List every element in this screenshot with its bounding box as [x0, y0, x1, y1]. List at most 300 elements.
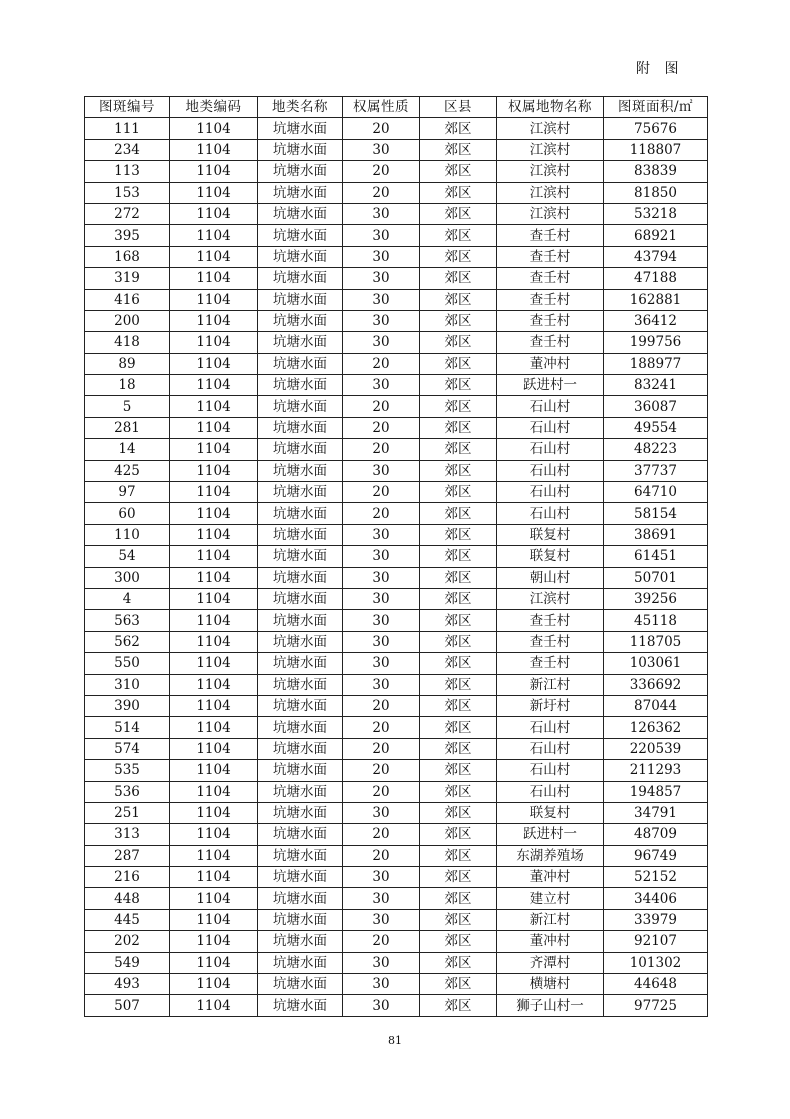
table-cell: 1104: [170, 995, 258, 1016]
page-number: 81: [388, 1034, 402, 1047]
table-cell: 425: [85, 460, 170, 481]
table-cell: 坑塘水面: [258, 310, 343, 331]
table-cell: 20: [343, 931, 420, 952]
table-cell: 30: [343, 524, 420, 545]
table-cell: 20: [343, 738, 420, 759]
column-header: 地类名称: [258, 97, 343, 118]
table-cell: 坑塘水面: [258, 375, 343, 396]
table-cell: 1104: [170, 717, 258, 738]
table-cell: 1104: [170, 139, 258, 160]
table-cell: 47188: [604, 268, 708, 289]
table-cell: 20: [343, 118, 420, 139]
table-row: [85, 439, 708, 460]
table-cell: 联复村: [497, 524, 604, 545]
table-row: [85, 353, 708, 374]
table-row: [85, 482, 708, 503]
table-row: [85, 931, 708, 952]
table-cell: 30: [343, 653, 420, 674]
table-cell: 坑塘水面: [258, 482, 343, 503]
table-cell: 5: [85, 396, 170, 417]
table-cell: 20: [343, 182, 420, 203]
table-cell: 38691: [604, 524, 708, 545]
table-cell: 574: [85, 738, 170, 759]
table-row: [85, 909, 708, 930]
table-cell: 郊区: [420, 118, 497, 139]
table-cell: 1104: [170, 417, 258, 438]
table-cell: 石山村: [497, 503, 604, 524]
table-cell: 新江村: [497, 674, 604, 695]
table-row: [85, 332, 708, 353]
table-cell: 87044: [604, 695, 708, 716]
table-cell: 石山村: [497, 781, 604, 802]
table-cell: 郊区: [420, 717, 497, 738]
table-cell: 30: [343, 909, 420, 930]
table-cell: 坑塘水面: [258, 225, 343, 246]
table-cell: 96749: [604, 845, 708, 866]
table-cell: 石山村: [497, 482, 604, 503]
table-cell: 1104: [170, 845, 258, 866]
table-cell: 跃进村一: [497, 375, 604, 396]
table-cell: 39256: [604, 588, 708, 609]
table-cell: 查壬村: [497, 246, 604, 267]
table-cell: 坑塘水面: [258, 353, 343, 374]
table-cell: 97: [85, 482, 170, 503]
table-cell: 坑塘水面: [258, 396, 343, 417]
table-row: [85, 717, 708, 738]
table-cell: 坑塘水面: [258, 246, 343, 267]
table-cell: 20: [343, 161, 420, 182]
table-row: [85, 118, 708, 139]
table-cell: 1104: [170, 161, 258, 182]
table-cell: 92107: [604, 931, 708, 952]
table-cell: 53218: [604, 203, 708, 224]
table-cell: 查壬村: [497, 631, 604, 652]
table-cell: 坑塘水面: [258, 332, 343, 353]
table-cell: 1104: [170, 375, 258, 396]
table-cell: 郊区: [420, 845, 497, 866]
table-cell: 1104: [170, 310, 258, 331]
table-row: [85, 375, 708, 396]
table-cell: 郊区: [420, 567, 497, 588]
table-cell: 535: [85, 760, 170, 781]
table-cell: 坑塘水面: [258, 760, 343, 781]
table-cell: 坑塘水面: [258, 631, 343, 652]
table-cell: 查壬村: [497, 225, 604, 246]
table-cell: 石山村: [497, 417, 604, 438]
table-cell: 448: [85, 888, 170, 909]
table-cell: 1104: [170, 396, 258, 417]
table-cell: 江滨村: [497, 161, 604, 182]
table-cell: 251: [85, 802, 170, 823]
table-cell: 48223: [604, 439, 708, 460]
table-cell: 1104: [170, 738, 258, 759]
table-row: [85, 396, 708, 417]
table-cell: 199756: [604, 332, 708, 353]
table-cell: 坑塘水面: [258, 139, 343, 160]
table-cell: 东湖养殖场: [497, 845, 604, 866]
table-row: [85, 417, 708, 438]
table-cell: 60: [85, 503, 170, 524]
table-row: [85, 203, 708, 224]
table-cell: 跃进村一: [497, 824, 604, 845]
table-cell: 64710: [604, 482, 708, 503]
table-row: [85, 674, 708, 695]
table-cell: 188977: [604, 353, 708, 374]
table-cell: 郊区: [420, 952, 497, 973]
table-cell: 江滨村: [497, 139, 604, 160]
table-cell: 横塘村: [497, 974, 604, 995]
table-cell: 30: [343, 674, 420, 695]
table-cell: 20: [343, 717, 420, 738]
table-cell: 齐潭村: [497, 952, 604, 973]
table-cell: 郊区: [420, 588, 497, 609]
table-cell: 20: [343, 396, 420, 417]
table-cell: 坑塘水面: [258, 610, 343, 631]
table-cell: 1104: [170, 674, 258, 695]
table-cell: 查壬村: [497, 289, 604, 310]
table-cell: 507: [85, 995, 170, 1016]
table-row: [85, 182, 708, 203]
table-cell: 石山村: [497, 738, 604, 759]
table-cell: 34791: [604, 802, 708, 823]
table-cell: 1104: [170, 439, 258, 460]
column-header: 权属性质: [343, 97, 420, 118]
table-cell: 319: [85, 268, 170, 289]
table-cell: 30: [343, 246, 420, 267]
table-cell: 1104: [170, 503, 258, 524]
table-cell: 1104: [170, 289, 258, 310]
table-row: [85, 546, 708, 567]
table-cell: 30: [343, 952, 420, 973]
table-cell: 89: [85, 353, 170, 374]
table-cell: 36087: [604, 396, 708, 417]
table-cell: 郊区: [420, 738, 497, 759]
table-row: [85, 588, 708, 609]
table-cell: 坑塘水面: [258, 995, 343, 1016]
table-cell: 坑塘水面: [258, 161, 343, 182]
table-row: [85, 610, 708, 631]
table-cell: 20: [343, 824, 420, 845]
table-cell: 313: [85, 824, 170, 845]
appendix-label: 附 图: [636, 61, 684, 77]
table-cell: 郊区: [420, 460, 497, 481]
table-cell: 43794: [604, 246, 708, 267]
table-row: [85, 995, 708, 1016]
table-cell: 30: [343, 802, 420, 823]
table-cell: 1104: [170, 246, 258, 267]
table-cell: 550: [85, 653, 170, 674]
table-cell: 坑塘水面: [258, 888, 343, 909]
table-row: [85, 653, 708, 674]
table-cell: 202: [85, 931, 170, 952]
table-cell: 1104: [170, 482, 258, 503]
table-cell: 30: [343, 203, 420, 224]
table-cell: 郊区: [420, 203, 497, 224]
table-cell: 郊区: [420, 867, 497, 888]
table-cell: 坑塘水面: [258, 845, 343, 866]
table-cell: 郊区: [420, 760, 497, 781]
table-cell: 郊区: [420, 396, 497, 417]
table-cell: 董冲村: [497, 867, 604, 888]
table-cell: 34406: [604, 888, 708, 909]
table-cell: 1104: [170, 268, 258, 289]
table-cell: 4: [85, 588, 170, 609]
table-cell: 44648: [604, 974, 708, 995]
table-cell: 118807: [604, 139, 708, 160]
table-cell: 54: [85, 546, 170, 567]
table-cell: 郊区: [420, 546, 497, 567]
column-header: 图斑面积/㎡: [604, 97, 708, 118]
table-cell: 坑塘水面: [258, 439, 343, 460]
table-cell: 83839: [604, 161, 708, 182]
table-row: [85, 310, 708, 331]
table-cell: 1104: [170, 760, 258, 781]
table-cell: 20: [343, 439, 420, 460]
table-cell: 30: [343, 310, 420, 331]
table-row: [85, 268, 708, 289]
table-cell: 310: [85, 674, 170, 695]
table-cell: 坑塘水面: [258, 503, 343, 524]
table-cell: 81850: [604, 182, 708, 203]
table-cell: 郊区: [420, 417, 497, 438]
table-cell: 郊区: [420, 225, 497, 246]
table-cell: 30: [343, 888, 420, 909]
table-row: [85, 888, 708, 909]
table-cell: 坑塘水面: [258, 952, 343, 973]
table-cell: 563: [85, 610, 170, 631]
table-cell: 514: [85, 717, 170, 738]
table-cell: 83241: [604, 375, 708, 396]
table-cell: 97725: [604, 995, 708, 1016]
table-cell: 郊区: [420, 781, 497, 802]
table-cell: 30: [343, 631, 420, 652]
table-cell: 300: [85, 567, 170, 588]
table-cell: 郊区: [420, 332, 497, 353]
table-cell: 418: [85, 332, 170, 353]
table-cell: 30: [343, 546, 420, 567]
table-row: [85, 161, 708, 182]
table-cell: 坑塘水面: [258, 546, 343, 567]
table-cell: 390: [85, 695, 170, 716]
table-cell: 101302: [604, 952, 708, 973]
table-cell: 168: [85, 246, 170, 267]
table-cell: 郊区: [420, 482, 497, 503]
table-cell: 查壬村: [497, 310, 604, 331]
table-cell: 郊区: [420, 268, 497, 289]
table-cell: 20: [343, 353, 420, 374]
table-cell: 1104: [170, 203, 258, 224]
table-cell: 坑塘水面: [258, 781, 343, 802]
table-cell: 郊区: [420, 182, 497, 203]
table-cell: 272: [85, 203, 170, 224]
table-cell: 118705: [604, 631, 708, 652]
parcel-table: [84, 96, 708, 1017]
table-cell: 1104: [170, 631, 258, 652]
table-cell: 坑塘水面: [258, 867, 343, 888]
table-cell: 493: [85, 974, 170, 995]
table-cell: 1104: [170, 867, 258, 888]
table-cell: 20: [343, 845, 420, 866]
table-cell: 江滨村: [497, 118, 604, 139]
table-row: [85, 781, 708, 802]
table-cell: 坑塘水面: [258, 203, 343, 224]
table-cell: 52152: [604, 867, 708, 888]
table-cell: 江滨村: [497, 203, 604, 224]
table-cell: 郊区: [420, 824, 497, 845]
table-cell: 395: [85, 225, 170, 246]
table-cell: 郊区: [420, 995, 497, 1016]
table-cell: 162881: [604, 289, 708, 310]
header-row: [85, 97, 708, 118]
table-cell: 新江村: [497, 909, 604, 930]
table-row: [85, 824, 708, 845]
table-cell: 1104: [170, 781, 258, 802]
table-row: [85, 738, 708, 759]
table-header: [85, 97, 708, 118]
table-cell: 49554: [604, 417, 708, 438]
table-cell: 20: [343, 760, 420, 781]
table-cell: 坑塘水面: [258, 417, 343, 438]
table-row: [85, 460, 708, 481]
table-cell: 111: [85, 118, 170, 139]
table-cell: 1104: [170, 225, 258, 246]
table-cell: 郊区: [420, 524, 497, 545]
table-cell: 211293: [604, 760, 708, 781]
table-cell: 建立村: [497, 888, 604, 909]
table-cell: 336692: [604, 674, 708, 695]
table-cell: 石山村: [497, 760, 604, 781]
table-cell: 石山村: [497, 460, 604, 481]
table-cell: 郊区: [420, 139, 497, 160]
table-row: [85, 802, 708, 823]
table-cell: 30: [343, 588, 420, 609]
table-cell: 郊区: [420, 974, 497, 995]
table-cell: 1104: [170, 332, 258, 353]
table-cell: 坑塘水面: [258, 909, 343, 930]
table-row: [85, 246, 708, 267]
table-cell: 朝山村: [497, 567, 604, 588]
table-cell: 郊区: [420, 888, 497, 909]
table-row: [85, 952, 708, 973]
table-cell: 30: [343, 460, 420, 481]
table-cell: 14: [85, 439, 170, 460]
table-cell: 1104: [170, 588, 258, 609]
table-cell: 45118: [604, 610, 708, 631]
table-cell: 30: [343, 225, 420, 246]
table-cell: 20: [343, 503, 420, 524]
table-cell: 坑塘水面: [258, 182, 343, 203]
table-cell: 1104: [170, 524, 258, 545]
table-cell: 1104: [170, 546, 258, 567]
table-cell: 281: [85, 417, 170, 438]
table-cell: 联复村: [497, 802, 604, 823]
table-row: [85, 974, 708, 995]
table-cell: 联复村: [497, 546, 604, 567]
table-cell: 48709: [604, 824, 708, 845]
column-header: 地类编码: [170, 97, 258, 118]
table-cell: 200: [85, 310, 170, 331]
table-cell: 郊区: [420, 503, 497, 524]
table-cell: 郊区: [420, 375, 497, 396]
table-cell: 33979: [604, 909, 708, 930]
table-cell: 1104: [170, 567, 258, 588]
table-cell: 153: [85, 182, 170, 203]
table-cell: 234: [85, 139, 170, 160]
table-cell: 1104: [170, 909, 258, 930]
table-row: [85, 567, 708, 588]
table-cell: 郊区: [420, 310, 497, 331]
table-cell: 1104: [170, 353, 258, 374]
table-row: [85, 867, 708, 888]
table-cell: 石山村: [497, 439, 604, 460]
table-cell: 75676: [604, 118, 708, 139]
table-cell: 石山村: [497, 396, 604, 417]
table-row: [85, 225, 708, 246]
table-cell: 126362: [604, 717, 708, 738]
table-row: [85, 760, 708, 781]
table-cell: 郊区: [420, 161, 497, 182]
table-cell: 30: [343, 974, 420, 995]
table-row: [85, 139, 708, 160]
table-cell: 坑塘水面: [258, 460, 343, 481]
table-cell: 董冲村: [497, 931, 604, 952]
table-cell: 110: [85, 524, 170, 545]
table-cell: 1104: [170, 610, 258, 631]
table-cell: 445: [85, 909, 170, 930]
table-cell: 郊区: [420, 695, 497, 716]
table-cell: 1104: [170, 695, 258, 716]
table-cell: 郊区: [420, 909, 497, 930]
table-cell: 1104: [170, 931, 258, 952]
table-cell: 坑塘水面: [258, 802, 343, 823]
table-cell: 郊区: [420, 631, 497, 652]
table-cell: 查壬村: [497, 653, 604, 674]
table-cell: 68921: [604, 225, 708, 246]
table-cell: 20: [343, 417, 420, 438]
table-cell: 江滨村: [497, 182, 604, 203]
table-cell: 郊区: [420, 674, 497, 695]
table-cell: 30: [343, 289, 420, 310]
table-cell: 37737: [604, 460, 708, 481]
table-cell: 新圩村: [497, 695, 604, 716]
table-row: [85, 631, 708, 652]
table-cell: 坑塘水面: [258, 268, 343, 289]
table-cell: 1104: [170, 653, 258, 674]
column-header: 区县: [420, 97, 497, 118]
table-cell: 坑塘水面: [258, 524, 343, 545]
table-cell: 坑塘水面: [258, 118, 343, 139]
table-cell: 36412: [604, 310, 708, 331]
table-cell: 坑塘水面: [258, 653, 343, 674]
table-cell: 30: [343, 995, 420, 1016]
table-cell: 30: [343, 332, 420, 353]
table-cell: 20: [343, 695, 420, 716]
column-header: 权属地物名称: [497, 97, 604, 118]
table-cell: 坑塘水面: [258, 289, 343, 310]
table-cell: 1104: [170, 974, 258, 995]
table-cell: 郊区: [420, 439, 497, 460]
table-cell: 郊区: [420, 802, 497, 823]
table-cell: 坑塘水面: [258, 974, 343, 995]
table-body: [85, 118, 708, 1016]
table-cell: 查壬村: [497, 268, 604, 289]
table-cell: 坑塘水面: [258, 931, 343, 952]
table-row: [85, 503, 708, 524]
table-cell: 郊区: [420, 289, 497, 310]
table-cell: 30: [343, 567, 420, 588]
table-cell: 坑塘水面: [258, 588, 343, 609]
table-cell: 58154: [604, 503, 708, 524]
